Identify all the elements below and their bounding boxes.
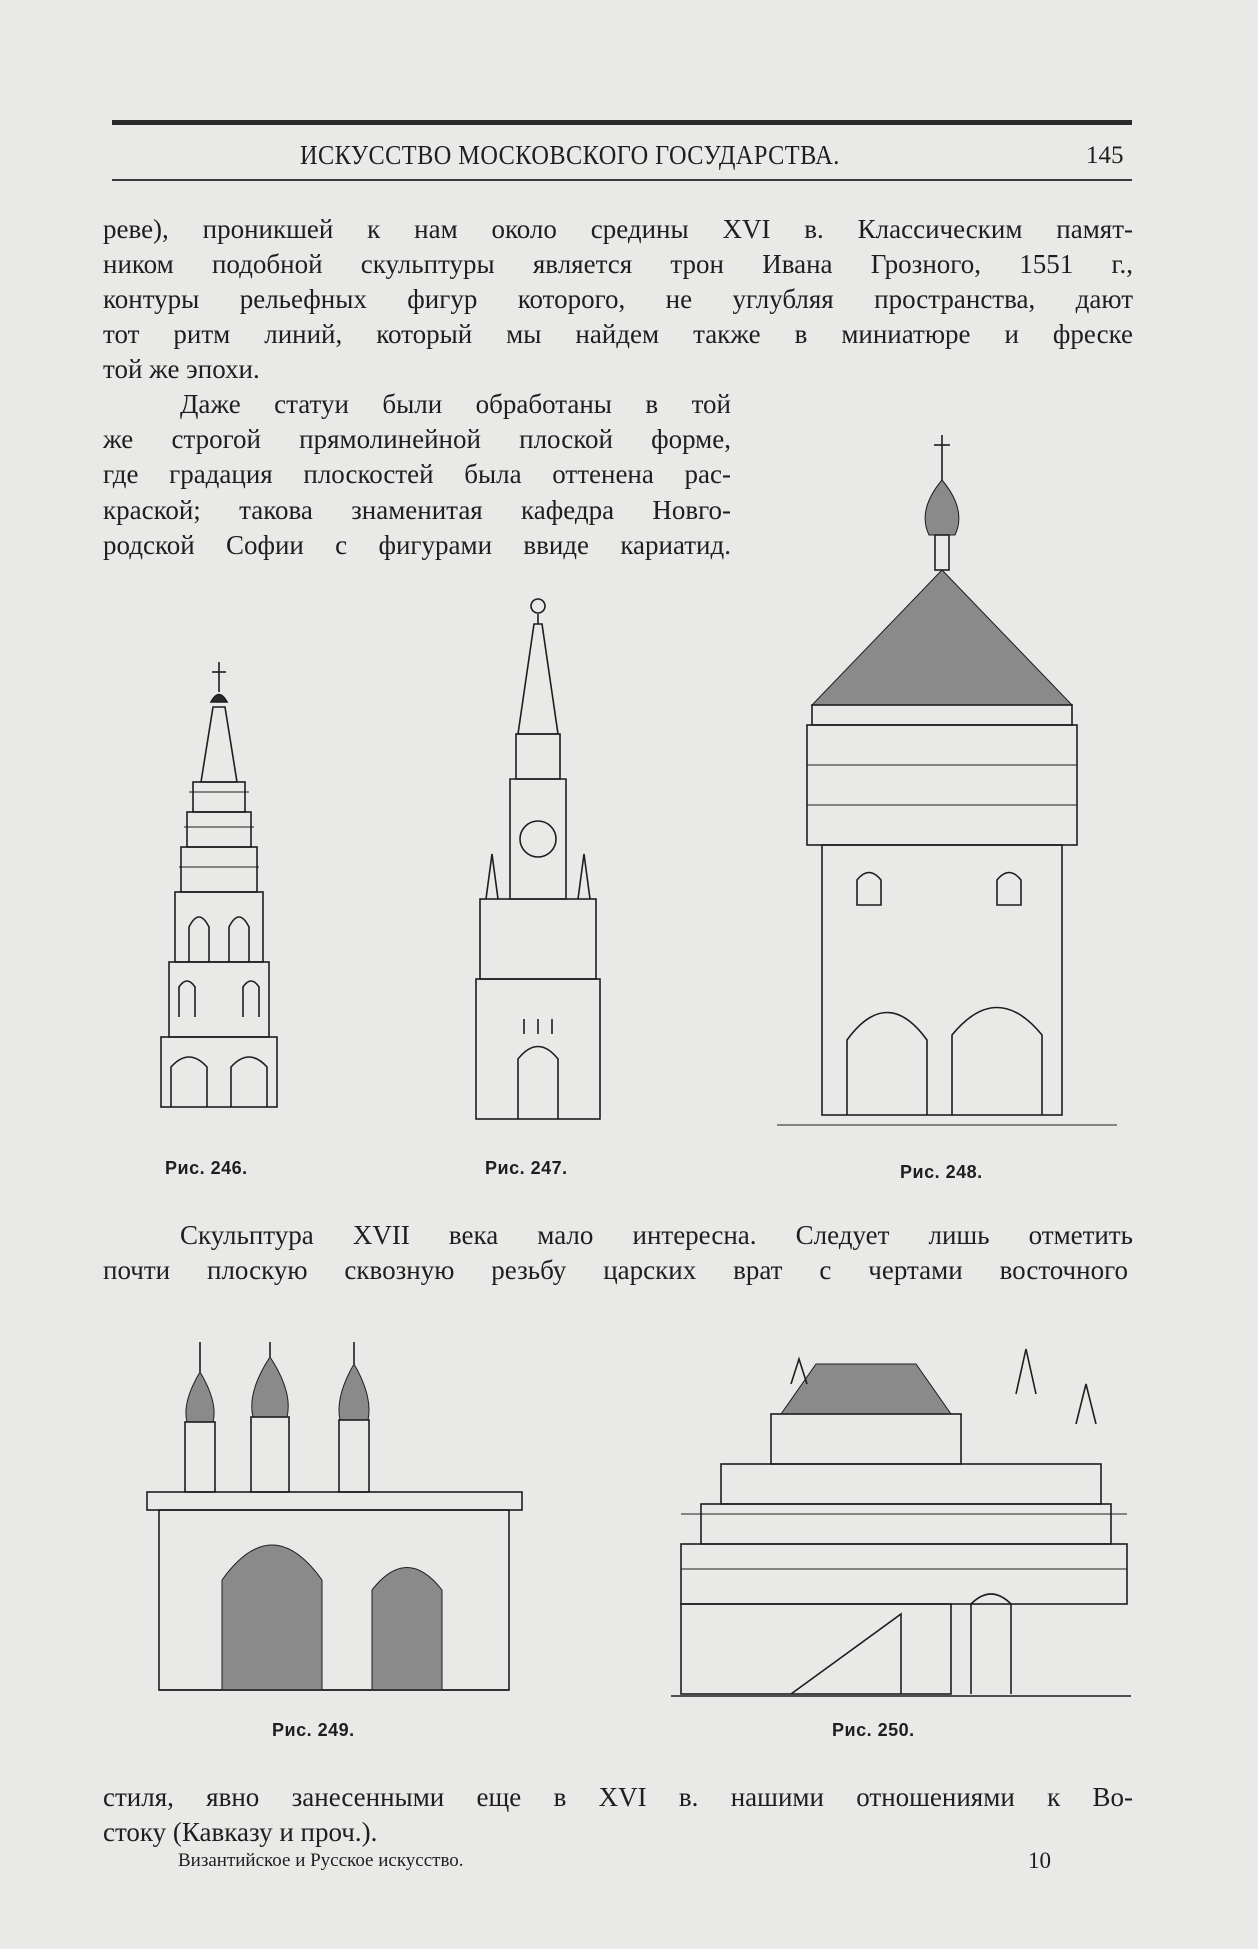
text-line: реве), проникшей к нам около средины XVI в. Классическим памят- [103, 214, 1133, 244]
footer-signature-number: 10 [1028, 1848, 1051, 1873]
text-line: же строгой прямолинейной плоской форме, [103, 424, 731, 454]
footer-book-title: Византийское и Русское искусство. [178, 1850, 464, 1871]
text-line: Даже статуи были обработаны в той [180, 389, 731, 419]
page-number: 145 [1086, 142, 1124, 169]
text-line: контуры рельефных фигур которого, не углубляя пространства, дают [103, 284, 1133, 314]
figure-249-gate-drawing [147, 1342, 522, 1704]
figure-247-tower-drawing [466, 594, 611, 1119]
figure-caption-248: Рис. 248. [900, 1162, 983, 1182]
figure-250-palace-drawing [681, 1324, 1127, 1704]
text-line: Скульптура XVII века мало интересна. Следует лишь отметить [180, 1220, 1133, 1250]
text-line: тот ритм линий, который мы найдем также в миниатюре и фреске [103, 319, 1133, 349]
text-line: где градация плоскостей была оттенена рас- [103, 459, 731, 489]
figure-caption-247: Рис. 247. [485, 1158, 568, 1178]
text-line: ником подобной скульптуры является трон Ивана Грозного, 1551 г., [103, 249, 1133, 279]
text-line: той же эпохи. [103, 354, 260, 384]
figure-caption-250: Рис. 250. [832, 1720, 915, 1740]
figure-caption-246: Рис. 246. [165, 1158, 248, 1178]
figure-246-bell-tower-drawing [149, 662, 299, 1107]
text-line: почти плоскую сквозную резьбу царских врат с чертами восточного [103, 1255, 1128, 1285]
text-line: родской Софии с фигурами ввиде кариатид. [103, 530, 731, 560]
figure-248-gate-tower-drawing [767, 435, 1127, 1132]
text-line: стоку (Кавказу и проч.). [103, 1817, 378, 1847]
header-rule-bottom [112, 179, 1132, 181]
text-line: стиля, явно занесенными еще в XVI в. нашими отношениями к Во- [103, 1782, 1133, 1812]
text-line: краской; такова знаменитая кафедра Новго- [103, 495, 731, 525]
figure-caption-249: Рис. 249. [272, 1720, 355, 1740]
running-header: ИСКУССТВО МОСКОВСКОГО ГОСУДАРСТВА. [300, 140, 840, 170]
header-rule-top [112, 120, 1132, 125]
